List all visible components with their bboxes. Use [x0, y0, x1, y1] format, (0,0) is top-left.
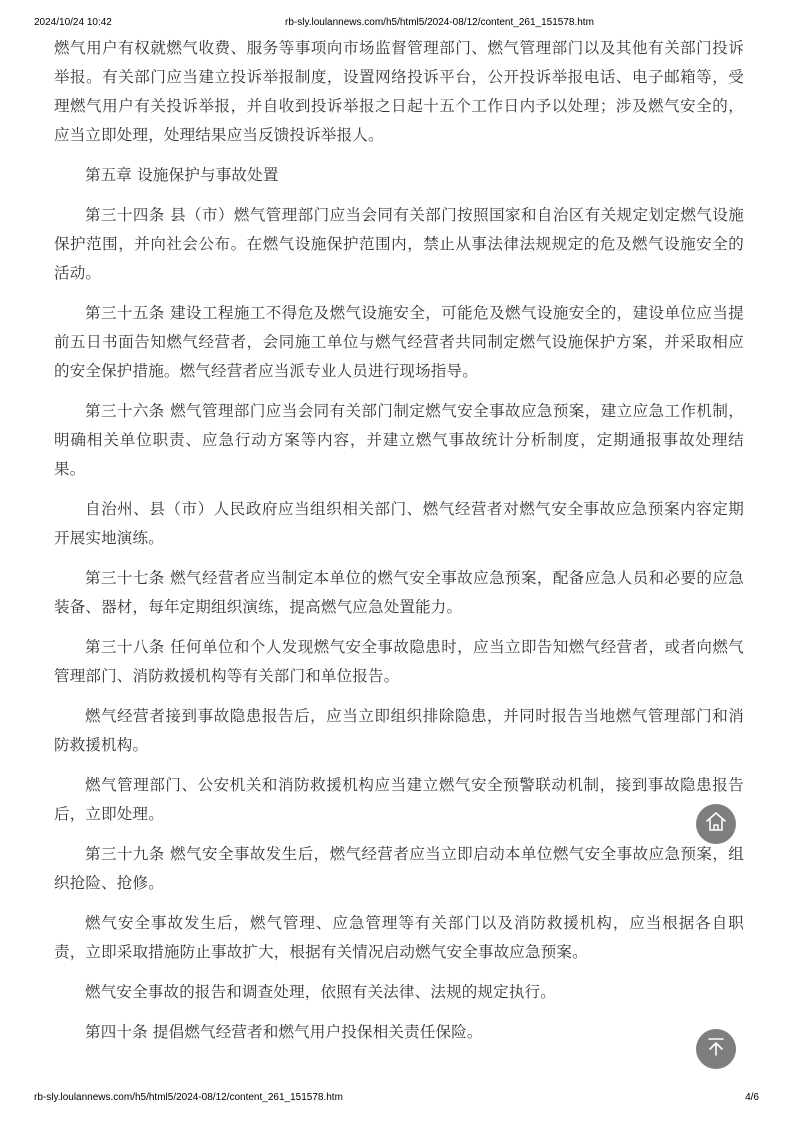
paragraph: 第三十六条 燃气管理部门应当会同有关部门制定燃气安全事故应急预案，建立应急工作机制，明确相关单位职责、应急行动方案等内容，并建立燃气事故统计分析制度，定期通报事故处理结果。	[54, 402, 744, 478]
print-url: rb-sly.loulannews.com/h5/html5/2024-08/12/content_261_151578.htm	[285, 17, 594, 28]
paragraph: 燃气经营者接到事故隐患报告后，应当立即组织排除隐患，并同时报告当地燃气管理部门和消防救援机构。	[54, 707, 744, 754]
home-button[interactable]	[696, 804, 736, 844]
page-number: 4/6	[745, 1092, 759, 1103]
paragraph: 第三十九条 燃气安全事故发生后，燃气经营者应当立即启动本单位燃气安全事故应急预案，组织抢险、抢修。	[54, 845, 744, 892]
print-footer-url: rb-sly.loulannews.com/h5/html5/2024-08/12/content_261_151578.htm	[34, 1092, 343, 1103]
paragraph: 燃气管理部门、公安机关和消防救援机构应当建立燃气安全预警联动机制，接到事故隐患报告后，立即处理。	[54, 776, 744, 823]
article-content	[54, 34, 744, 1058]
print-datetime: 2024/10/24 10:42	[34, 17, 112, 28]
home-icon	[704, 810, 728, 838]
print-footer	[0, 1092, 793, 1112]
paragraph: 第三十八条 任何单位和个人发现燃气安全事故隐患时，应当立即告知燃气经营者，或者向燃气管理部门、消防救援机构等有关部门和单位报告。	[54, 638, 744, 685]
chapter-heading: 第五章 设施保护与事故处置	[85, 166, 279, 184]
paragraph: 燃气用户有权就燃气收费、服务等事项向市场监督管理部门、燃气管理部门以及其他有关部门投诉举报。有关部门应当建立投诉举报制度，设置网络投诉平台，公开投诉举报电话、电子邮箱等，受理燃气用户有关投诉举报，并自收到投诉举报之日起十五个工作日内予以处理；涉及燃气安全的，应当立即处理，处理结果应当反馈投诉举报人。	[54, 39, 744, 144]
paragraph: 燃气安全事故发生后，燃气管理、应急管理等有关部门以及消防救援机构，应当根据各自职责，立即采取措施防止事故扩大，根据有关情况启动燃气安全事故应急预案。	[54, 914, 744, 961]
paragraph: 第三十七条 燃气经营者应当制定本单位的燃气安全事故应急预案，配备应急人员和必要的应急装备、器材，每年定期组织演练，提高燃气应急处置能力。	[54, 569, 744, 616]
paragraph: 自治州、县（市）人民政府应当组织相关部门、燃气经营者对燃气安全事故应急预案内容定期开展实地演练。	[54, 500, 744, 547]
paragraph: 第三十四条 县（市）燃气管理部门应当会同有关部门按照国家和自治区有关规定划定燃气设施保护范围，并向社会公布。在燃气设施保护范围内，禁止从事法律法规规定的危及燃气设施安全的活动。	[54, 206, 744, 282]
arrow-up-icon	[704, 1035, 728, 1063]
paragraph: 第三十五条 建设工程施工不得危及燃气设施安全，可能危及燃气设施安全的，建设单位应当提前五日书面告知燃气经营者，会同施工单位与燃气经营者共同制定燃气设施保护方案，并采取相应的安全保护措施。燃气经营者应当派专业人员进行现场指导。	[54, 304, 744, 380]
paragraph: 燃气安全事故的报告和调查处理，依照有关法律、法规的规定执行。	[85, 983, 557, 1001]
back-to-top-button[interactable]	[696, 1029, 736, 1069]
paragraph: 第四十条 提倡燃气经营者和燃气用户投保相关责任保险。	[85, 1023, 483, 1041]
